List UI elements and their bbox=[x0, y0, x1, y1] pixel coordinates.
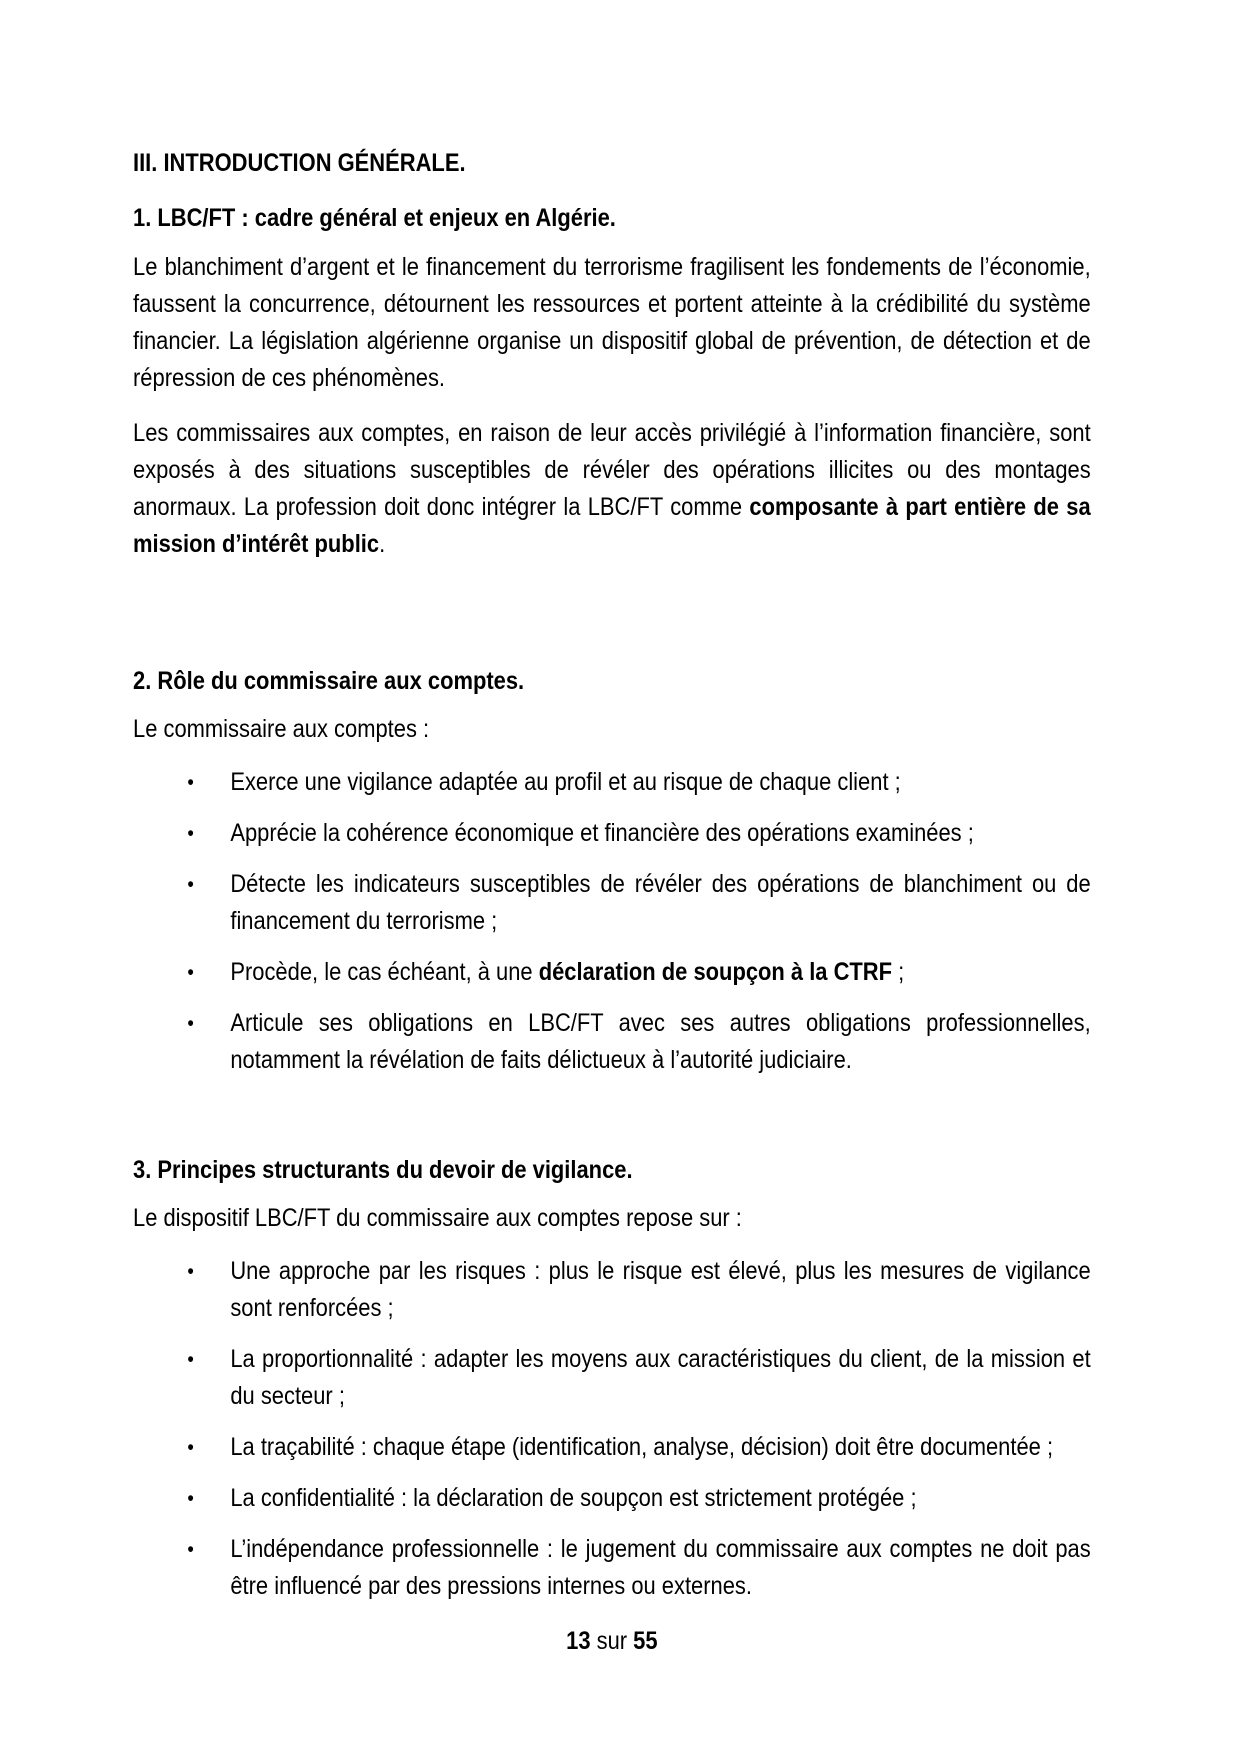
section3-bullet-1 bbox=[133, 1253, 1091, 1327]
page-footer bbox=[133, 1623, 1091, 1660]
section2-bullet-1 bbox=[133, 764, 1091, 801]
bullet-text: Procède, le cas échéant, à une bbox=[230, 958, 539, 986]
section2-bullet-2 bbox=[133, 815, 1091, 852]
bullet-text: ; bbox=[892, 958, 905, 986]
bullet-icon: • bbox=[187, 1260, 194, 1283]
section1-heading: 1. LBC/FT : cadre général et enjeux en Algérie. bbox=[133, 204, 616, 232]
bullet-icon: • bbox=[187, 771, 194, 794]
bullet-bold-text: déclaration de soupçon à la CTRF bbox=[538, 958, 893, 986]
main-heading: III. INTRODUCTION GÉNÉRALE. bbox=[133, 149, 466, 177]
bullet-text: Une approche par les risques : plus le risque est élevé, plus les mesures de vigilance sont renforcées ; bbox=[230, 1257, 1091, 1322]
bullet-text: L’indépendance professionnelle : le jugement du commissaire aux comptes ne doit pas être influencé par des pressions internes ou externes. bbox=[230, 1535, 1091, 1600]
bullet-text: Apprécie la cohérence économique et financière des opérations examinées ; bbox=[230, 819, 974, 847]
bullet-text: La traçabilité : chaque étape (identification, analyse, décision) doit être documentée ; bbox=[230, 1433, 1054, 1461]
section3-lead: Le dispositif LBC/FT du commissaire aux comptes repose sur : bbox=[133, 1204, 742, 1232]
section2-bullet-5 bbox=[133, 1005, 1091, 1079]
bullet-icon: • bbox=[187, 1436, 194, 1459]
section3-bullet-2 bbox=[133, 1341, 1091, 1415]
bullet-text: La proportionnalité : adapter les moyens aux caractéristiques du client, de la mission et du secteur ; bbox=[230, 1345, 1091, 1410]
page-number: 13 bbox=[566, 1627, 591, 1655]
paragraph-2-text: Les commissaires aux comptes, en raison de leur accès privilégié à l’information financière, sont exposés à des situations susceptibles de révéler des opérations illicites ou des montages anormaux. La profession doit donc intégrer la LBC/FT comme bbox=[133, 419, 1091, 521]
bullet-icon: • bbox=[187, 822, 194, 845]
bullet-icon: • bbox=[187, 1348, 194, 1371]
bullet-icon: • bbox=[187, 961, 194, 984]
section3-bullet-5 bbox=[133, 1531, 1091, 1605]
bullet-icon: • bbox=[187, 1538, 194, 1561]
paragraph-2-bold-text: composante à part entière de sa mission d’intérêt public bbox=[133, 493, 1091, 558]
bullet-icon: • bbox=[187, 1487, 194, 1510]
section2-bullet-4 bbox=[133, 954, 1091, 991]
section3-bullet-3 bbox=[133, 1429, 1091, 1466]
section3-heading: 3. Principes structurants du devoir de vigilance. bbox=[133, 1156, 633, 1184]
page-total: 55 bbox=[633, 1627, 658, 1655]
bullet-text: Articule ses obligations en LBC/FT avec ses autres obligations professionnelles, notamment la révélation de faits délictueux à l’autorité judiciaire. bbox=[230, 1009, 1091, 1074]
paragraph-2-period: . bbox=[379, 530, 386, 558]
page-number-separator: sur bbox=[590, 1627, 634, 1655]
section2-lead: Le commissaire aux comptes : bbox=[133, 715, 430, 743]
section2-heading: 2. Rôle du commissaire aux comptes. bbox=[133, 667, 525, 695]
section1-paragraph-1: Le blanchiment d’argent et le financement du terrorisme fragilisent les fondements de l’économie, faussent la concurrence, détournent les ressources et portent atteinte à la crédibilité du système financier. La législation algérienne organise un dispositif global de prévention, de détection et de répression de ces phénomènes. bbox=[133, 253, 1091, 392]
bullet-text: Détecte les indicateurs susceptibles de révéler des opérations de blanchiment ou de financement du terrorisme ; bbox=[230, 870, 1091, 935]
bullet-text: Exerce une vigilance adaptée au profil et au risque de chaque client ; bbox=[230, 768, 901, 796]
page-content bbox=[133, 145, 1091, 1660]
bullet-text: La confidentialité : la déclaration de soupçon est strictement protégée ; bbox=[230, 1484, 917, 1512]
section2-bullet-3 bbox=[133, 866, 1091, 940]
bullet-icon: • bbox=[187, 873, 194, 896]
bullet-icon: • bbox=[187, 1012, 194, 1035]
section3-bullet-4 bbox=[133, 1480, 1091, 1517]
section1-paragraph-2 bbox=[133, 415, 1091, 563]
